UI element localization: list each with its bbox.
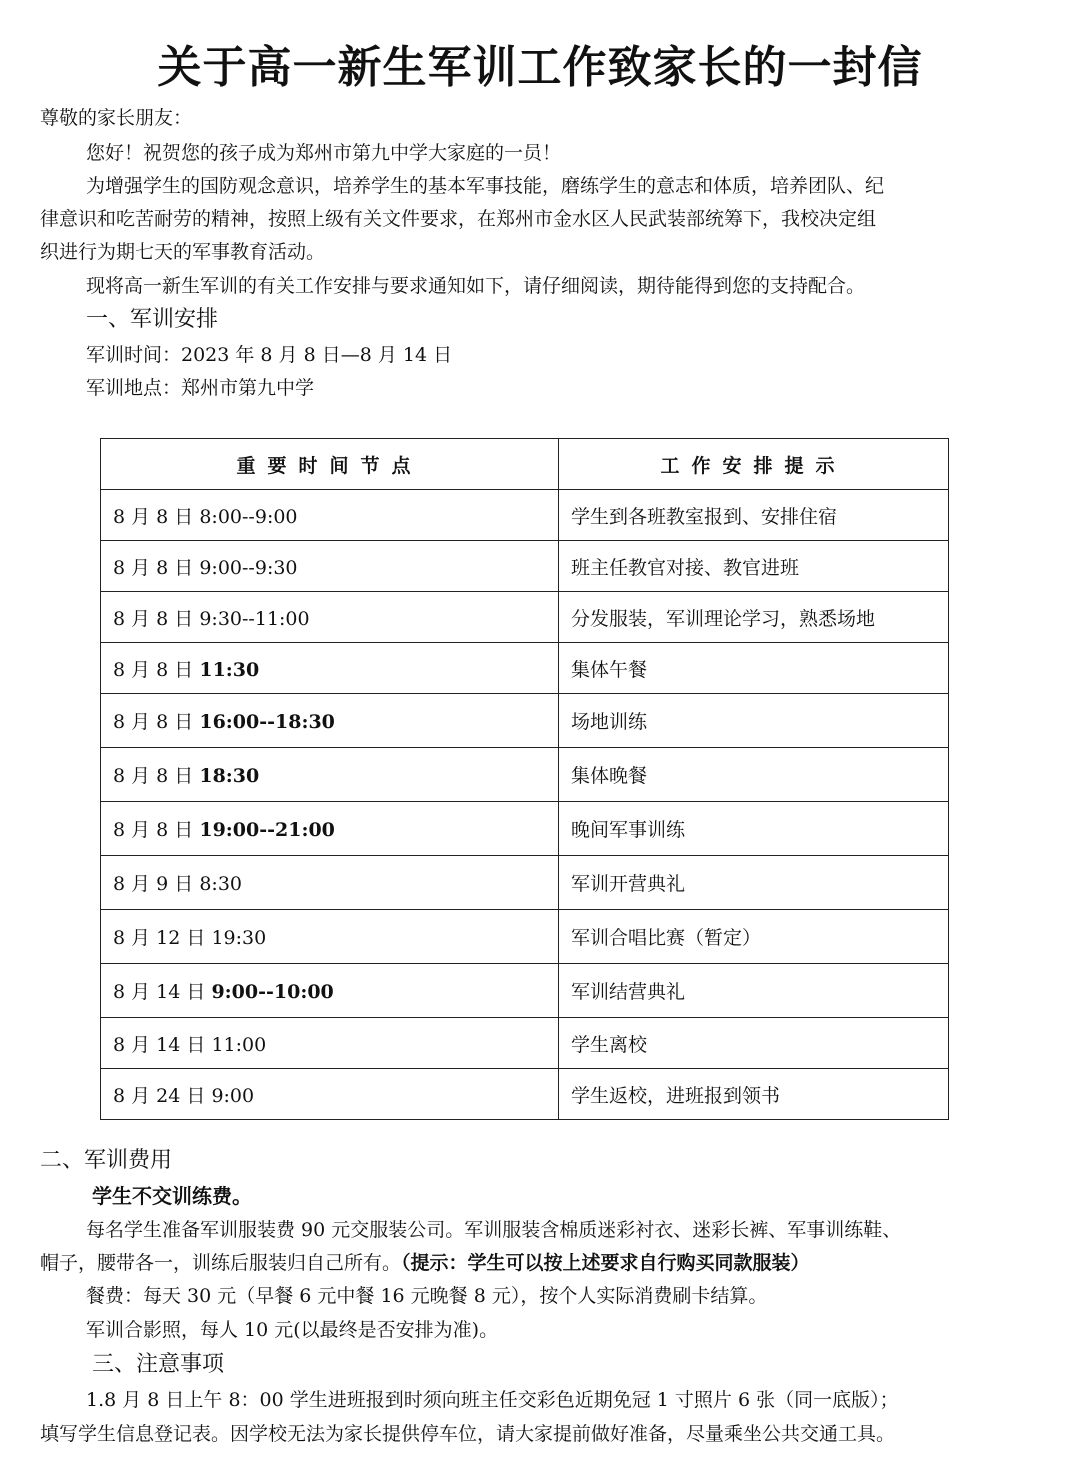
header-work-tips: 工作安排提示 (559, 439, 949, 490)
table-row (101, 541, 949, 592)
intro-line-4: 织进行为期七天的军事教育活动。 (40, 241, 326, 263)
row-date: 8 月 14 日 (113, 1033, 212, 1056)
training-place: 军训地点：郑州市第九中学 (86, 377, 315, 399)
row-time: 8:00--9:00 (199, 505, 298, 528)
row-date: 8 月 8 日 (113, 607, 200, 630)
table-row (101, 1018, 949, 1069)
row-date: 8 月 24 日 (113, 1084, 212, 1107)
row-time: 11:30 (199, 658, 260, 681)
row-time: 11:00 (211, 1033, 267, 1056)
table-row (101, 802, 949, 856)
note-1-line-2: 填写学生信息登记表。因学校无法为家长提供停车位，请大家提前做好准备，尽量乘坐公共交通工具。 (40, 1423, 896, 1445)
row-task-cell: 集体午餐 (559, 643, 949, 694)
row-time-cell (101, 802, 559, 856)
row-time-cell (101, 1018, 559, 1069)
row-task-cell: 班主任教官对接、教官进班 (559, 541, 949, 592)
uniform-text: 帽子，腰带各一，训练后服装归自己所有。 (40, 1252, 402, 1274)
photo-fee: 军训合影照，每人 10 元(以最终是否安排为准)。 (86, 1319, 499, 1341)
section1-heading: 一、军训安排 (86, 307, 219, 332)
table-row (101, 964, 949, 1018)
row-time-cell (101, 910, 559, 964)
row-time-cell (101, 1069, 559, 1120)
meal-fee: 餐费：每天 30 元（早餐 6 元中餐 16 元晚餐 8 元），按个人实际消费刷卡结算。 (86, 1285, 768, 1307)
schedule-header-row (101, 439, 949, 490)
schedule-body (101, 490, 949, 1120)
row-date: 8 月 8 日 (113, 711, 200, 733)
row-task-cell: 学生离校 (559, 1018, 949, 1069)
training-time: 军训时间：2023 年 8 月 8 日—8 月 14 日 (86, 344, 453, 366)
row-time-cell (101, 964, 559, 1018)
row-time-cell (101, 694, 559, 748)
row-task-cell: 晚间军事训练 (559, 802, 949, 856)
table-row (101, 592, 949, 643)
row-date: 8 月 12 日 (113, 927, 212, 949)
uniform-tip: （提示：学生可以按上述要求自行购买同款服装） (401, 1252, 810, 1274)
row-time-cell (101, 541, 559, 592)
row-task-cell: 场地训练 (559, 694, 949, 748)
table-row (101, 748, 949, 802)
greeting: 尊敬的家长朋友： (40, 107, 193, 129)
no-fee-note: 学生不交训练费。 (92, 1184, 252, 1208)
row-time: 8:30 (199, 873, 243, 895)
row-date: 8 月 8 日 (113, 556, 200, 579)
uniform-line-2 (40, 1249, 1050, 1277)
row-time: 18:30 (199, 765, 260, 787)
row-time: 19:30 (211, 927, 267, 949)
row-task-cell: 学生返校，进班报到领书 (559, 1069, 949, 1120)
row-task-cell: 分发服装，军训理论学习，熟悉场地 (559, 592, 949, 643)
intro-line-3: 律意识和吃苦耐劳的精神，按照上级有关文件要求，在郑州市金水区人民武装部统筹下，我校决定组 (40, 208, 877, 230)
row-date: 8 月 8 日 (113, 505, 200, 528)
row-time-cell (101, 490, 559, 541)
intro-line-2: 为增强学生的国防观念意识，培养学生的基本军事技能，磨练学生的意志和体质，培养团队、纪 (86, 175, 885, 197)
row-task-cell: 集体晚餐 (559, 748, 949, 802)
table-row (101, 694, 949, 748)
row-time: 19:00--21:00 (199, 819, 335, 841)
table-row (101, 490, 949, 541)
page-title: 关于高一新生军训工作致家长的一封信 (157, 42, 923, 93)
schedule-table (100, 438, 949, 1120)
intro-line-1: 您好！祝贺您的孩子成为郑州市第九中学大家庭的一员！ (86, 142, 562, 164)
row-time-cell (101, 748, 559, 802)
table-row (101, 910, 949, 964)
row-time-cell (101, 856, 559, 910)
row-date: 8 月 8 日 (113, 765, 200, 787)
row-time: 9:00--10:00 (211, 981, 334, 1003)
note-1-line-1: 1.8 月 8 日上午 8：00 学生进班报到时须向班主任交彩色近期免冠 1 寸照片 6 张（同一底版）； (86, 1389, 899, 1411)
row-time: 9:30--11:00 (199, 607, 310, 630)
row-time: 9:00 (211, 1084, 255, 1107)
row-date: 8 月 8 日 (113, 658, 200, 681)
row-task-cell: 学生到各班教室报到、安排住宿 (559, 490, 949, 541)
row-date: 8 月 9 日 (113, 873, 200, 895)
header-time-nodes: 重要时间节点 (101, 439, 559, 490)
row-date: 8 月 14 日 (113, 981, 212, 1003)
row-date: 8 月 8 日 (113, 819, 200, 841)
row-task-cell: 军训开营典礼 (559, 856, 949, 910)
section3-heading: 三、注意事项 (92, 1352, 225, 1377)
row-time: 16:00--18:30 (199, 711, 335, 733)
table-row (101, 856, 949, 910)
row-time: 9:00--9:30 (199, 556, 298, 579)
row-task-cell: 军训结营典礼 (559, 964, 949, 1018)
table-row (101, 643, 949, 694)
uniform-line-1: 每名学生准备军训服装费 90 元交服装公司。军训服装含棉质迷彩衬衣、迷彩长裤、军事训练鞋、 (86, 1219, 902, 1241)
row-task-cell: 军训合唱比赛（暂定） (559, 910, 949, 964)
row-time-cell (101, 592, 559, 643)
section2-heading: 二、军训费用 (40, 1148, 173, 1173)
table-row (101, 1069, 949, 1120)
intro-line-5: 现将高一新生军训的有关工作安排与要求通知如下，请仔细阅读，期待能得到您的支持配合。 (86, 275, 866, 297)
row-time-cell (101, 643, 559, 694)
